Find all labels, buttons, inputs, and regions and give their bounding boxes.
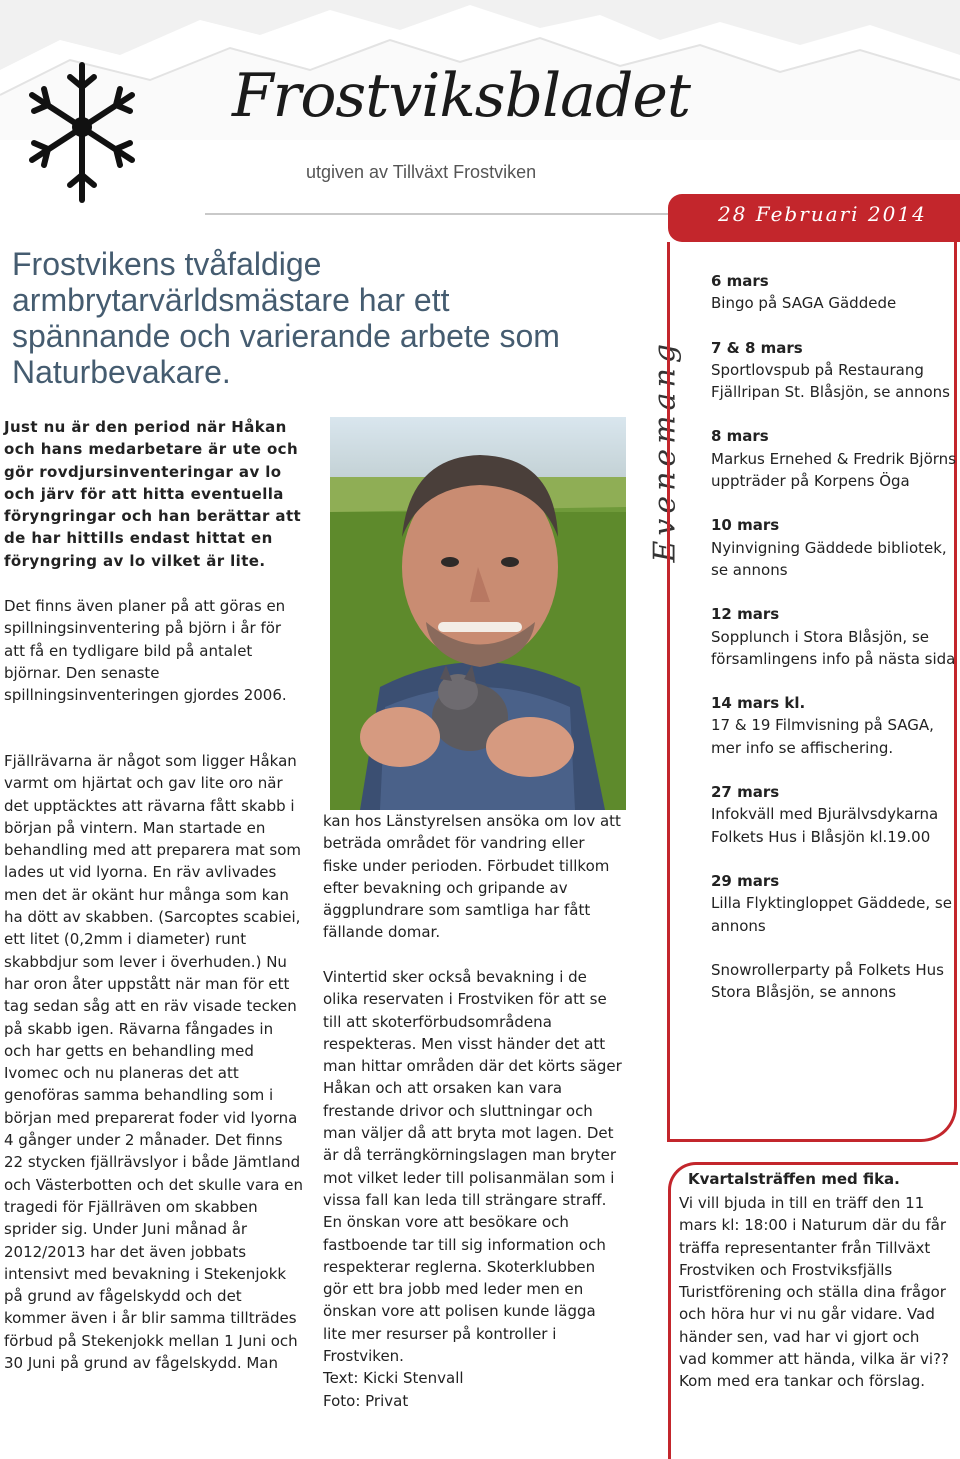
event-text: Infokväll med Bjurälvsdykarna Folkets Hus i Blåsjön kl.19.00 (711, 805, 939, 846)
masthead-title: Frostviksbladet (232, 61, 690, 131)
event-item (711, 781, 956, 848)
event-text: Markus Ernehed & Fredrik Björns uppträder på Korpens Öga (711, 449, 956, 491)
event-text: Lilla Flyktingloppet Gäddede, se annons (711, 894, 952, 935)
masthead-divider (205, 213, 675, 215)
kvartal-text: Vi vill bjuda in till en träff den 11 mars kl: 18:00 i Naturum där du får träffa representanter från Tillväxt Frostviken och Frostviksfjälls Turistförening och ställa dina frågor och höra hur vi nu går vidare. Vad händer sen, vad har vi gjort och vad kommer att hända, vilka är vi?? Kom med era tankar och förslag. (679, 1194, 949, 1391)
event-item (711, 425, 956, 492)
events-label-text: Evenemang (647, 338, 683, 563)
event-date: 8 mars (711, 427, 769, 446)
article-photo (330, 417, 626, 810)
article-paragraph: kan hos Länstyrelsen ansöka om lov att beträda området för vandring eller fiske under perioden. Förbudet tillkom efter bevakning och gripande av äggplundrare som samtliga har fått fällande domar. (323, 812, 621, 942)
event-text: Bingo på SAGA Gäddede (711, 294, 897, 313)
event-date: 27 mars (711, 783, 780, 802)
article-paragraph (323, 966, 623, 1412)
event-item (711, 270, 956, 315)
article-paragraph-text: Vintertid sker också bevakning i de olika reservaten i Frostviken för att se till att skoterförbudsområdena respekteras. Men visst händer det att man hittar områden där det körts säger Håkan och att orsaken kan vara frestande drivor och sluttningar och man väljer då att bryta mot lagen. Det är då terrängkörningslagen man bryter mot vilket leder till polisanmälan som i vissa fall kan leda till strängare straff. En önskan vore att besökare och fastboende tar till sig information och respekterar reglerna. Skoterklubben gör ett bra jobb med leder men en önskan vore att polisen kunde lägga lite mer resurser på kontroller i Frostviken. (323, 968, 622, 1366)
text-credit: Text: Kicki Stenvall (323, 1369, 464, 1388)
event-item (711, 603, 956, 670)
event-text: Sopplunch i Stora Blåsjön, se församlingens info på nästa sida (711, 627, 956, 668)
event-text: Snowrollerparty på Folkets Hus Stora Blåsjön, se annons (711, 960, 944, 1002)
article-paragraph: Det finns även planer på att göras en spillningsinventering på björn i år för att få en tydligare bild på antalet björnar. Den senaste spillningsinventeringen gjordes 2006. (4, 597, 287, 705)
kvartal-title: Kvartalsträffen med fika. (688, 1170, 900, 1188)
event-item (711, 959, 956, 1004)
events-list (711, 270, 956, 1025)
event-item (711, 692, 956, 759)
event-text: Sportlovspub på Restaurang Fjällripan St. Blåsjön, se annons (711, 360, 950, 402)
event-date: 6 mars (711, 272, 769, 290)
event-date: 10 mars (711, 516, 780, 535)
article-headline: Frostvikens tvåfaldige armbrytarvärldsmästare har ett spännande och varierande arbete som Naturbevakare. (12, 246, 560, 390)
event-date: 29 mars (711, 871, 780, 890)
event-item (711, 514, 956, 581)
event-text: Nyinvigning Gäddede bibliotek, se annons (711, 538, 947, 579)
masthead-subtitle: utgiven av Tillväxt Frostviken (306, 162, 537, 182)
photo-credit: Foto: Privat (323, 1391, 409, 1410)
snowflake-logo-icon (28, 55, 136, 205)
article-paragraph: Fjällrävarna är något som ligger Håkan varmt om hjärtat och gav lite oro när det upptäcktes att rävarna fått skabb i början på vintern. Man startade en behandling med att preparera mat som lades ut vid lyorna. En räv avlivades men det är okänt hur många som kan ha dött av skabben. (Sarcoptes scabiei, ett litet (0,2mm i diameter) runt skabbdjur som lever i överhuden.) Nu har oron åter uppstått när man för ett tag sedan såg att en räv visade tecken på skabb igen. Rävarna fångades in och har getts en behandling med Ivomec och nu planeras det att genoföras samma behandling som i början med preparerat foder vid lyorna 4 gånger under 2 månader. Det finns 22 stycken fjällrävslyor i både Jämtland och Västerbotten och det skulle vara en tragedi för Fjällräven om skabben sprider sig. Under Juni månad år 2012/2013 har det även jobbats intensivt med bevakning i Stekenjokk på grund av fågelskydd och det kommer även i år blir samma tillträdes förbud på Stekenjokk mellan 1 Juni och 30 Juni på grund av fågelskydd. Man (4, 752, 303, 1373)
event-text: 17 & 19 Filmvisning på SAGA, mer info se affischering. (711, 716, 934, 757)
article-lead: Just nu är den period när Håkan och hans medarbetare är ute och gör rovdjursinventeringar av lo och järv för att hitta eventuella föryngringar och han berättar att de har hittills endast hittat en föryngring av lo vilket är lite. (4, 418, 302, 570)
event-date: 12 mars (711, 605, 780, 624)
event-item (711, 337, 956, 404)
event-date: 14 mars kl. (711, 694, 806, 713)
issue-date: 28 Februari 2014 (668, 194, 960, 242)
event-date: 7 & 8 mars (711, 338, 803, 357)
event-item (711, 870, 956, 937)
